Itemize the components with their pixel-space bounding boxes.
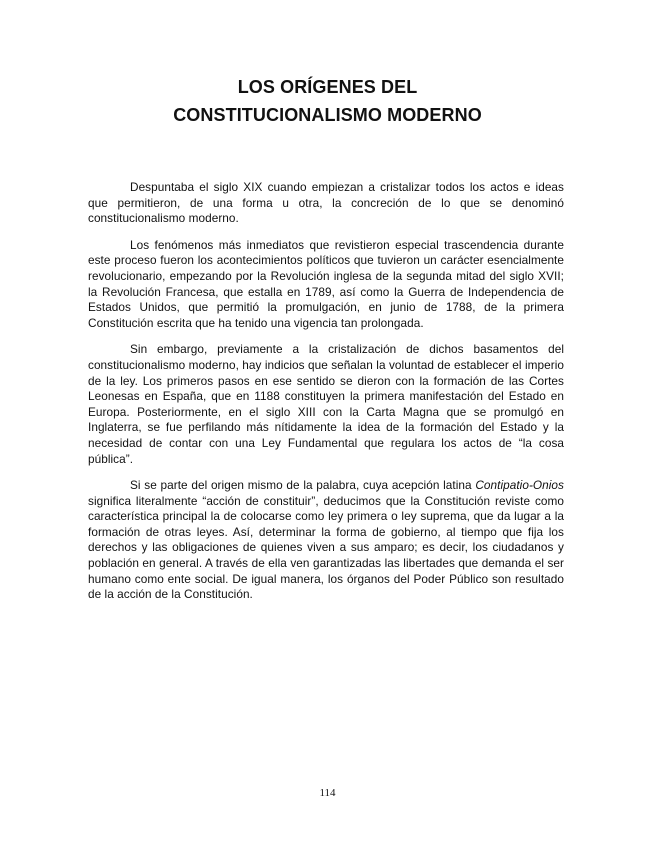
paragraph-2: Los fenómenos más inmediatos que revistieron especial trascendencia durante este proceso fueron los acontecimientos políticos que tuvieron un carácter esencialmente revolucionario, empezando por la Revolución inglesa de la segunda mitad del siglo XVII; la Revolución Francesa, que estalla en 1789, así como la Guerra de Independencia de Estados Unidos, que permitió la promulgación, en junio de 1788, de la primera Constitución escrita que ha tenido una vigencia tan prolongada. [88,237,564,330]
paragraph-3: Sin embargo, previamente a la cristalización de dichos basamentos del constitucionalismo moderno, hay indicios que señalan la voluntad de establecer el imperio de la ley. Los primeros pasos en ese sentido se dieron con la formación de las Cortes Leonesas en España, que en 1188 constituyen la primera manifestación del Estado en Europa. Posteriormente, en el siglo XIII con la Carta Magna que se promulgó en Inglaterra, se fue perfilando más nítidamente la idea de la formación del Estado y la necesidad de contar con una Ley Fundamental que regulara los actos de “la cosa pública”. [88,342,564,466]
paragraph-4-text-end: significa literalmente “acción de constituir”, deducimos que la Constitución reviste como característica principal la de colocarse como ley primera o ley suprema, que da lugar a la formación de otras leyes. Así, determinar la forma de gobierno, al tiempo que fija los derechos y las obligaciones de quienes viven a sus amparo; es decir, los ciudadanos y población en general. A través de ella ven garantizadas las libertades que demanda el ser humano como ente social. De igual manera, los órganos del Poder Público son resultado de la acción de la Constitución. [88,493,564,602]
page-number: 114 [319,787,336,799]
chapter-title-line-2: CONSTITUCIONALISMO MODERNO [173,105,482,125]
paragraph-1: Despuntaba el siglo XIX cuando empiezan a cristalizar todos los actos e ideas que permitieron, de una forma u otra, la concreción de lo que se denominó constitucionalismo moderno. [88,180,564,226]
body-text [88,180,564,614]
latin-term: Contipatio-Onios [475,478,564,493]
chapter-title-line-1: LOS ORÍGENES DEL [237,77,418,97]
paragraph-4-text-start: Si se parte del origen mismo de la palabra, cuya acepción latina [130,478,476,493]
paragraph-4 [88,478,564,603]
